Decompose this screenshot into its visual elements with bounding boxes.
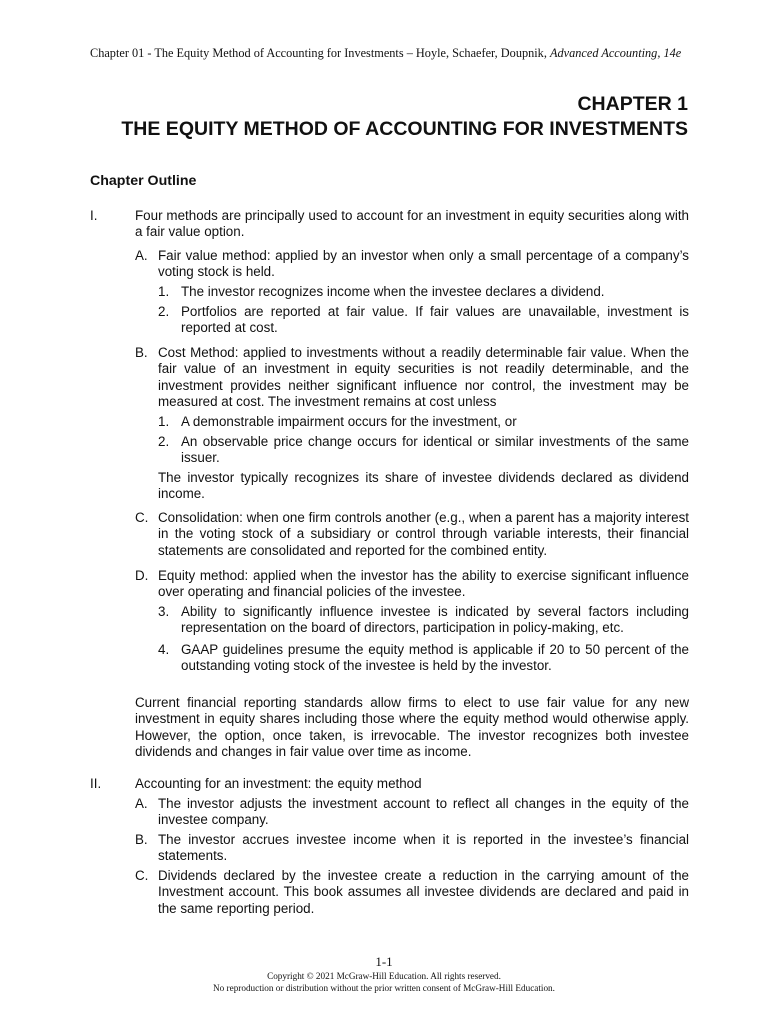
section-1b-item-1-num: 1. (158, 414, 170, 429)
section-1c-text: Consolidation: when one firm controls another (e.g., when a parent has a majority interest in the voting stock of a subsidiary or control through variable interests, their financial statements are consolidated and reported for the combined entity. (158, 510, 689, 558)
section-1d-item-3-num: 3. (158, 604, 170, 619)
section-1a-item-2-text: Portfolios are reported at fair value. If fair values are unavailable, investment is reported at cost. (181, 304, 689, 336)
section-1a-item-1-num: 1. (158, 284, 170, 299)
section-2c-text: Dividends declared by the investee create a reduction in the carrying amount of the Investment account. This book assumes all investee dividends are declared and paid in the same reporting period. (158, 868, 689, 916)
section-1d-label: D. (135, 568, 149, 583)
section-1a-text: Fair value method: applied by an investor when only a small percentage of a company’s voting stock is held. (158, 248, 689, 280)
section-1-text: Four methods are principally used to account for an investment in equity securities along with a fair value option. (135, 208, 689, 240)
section-2a-text: The investor adjusts the investment account to reflect all changes in the equity of the investee company. (158, 796, 689, 828)
section-1c-label: C. (135, 510, 149, 525)
running-header-text: Chapter 01 - The Equity Method of Accounting for Investments – Hoyle, Schaefer, Doupnik, (90, 46, 550, 60)
section-1a-item-2-num: 2. (158, 304, 170, 319)
section-1b-item-1-text: A demonstrable impairment occurs for the investment, or (181, 414, 517, 429)
copyright-notice: Copyright © 2021 McGraw-Hill Education. All rights reserved. (267, 971, 501, 981)
section-2a-label: A. (135, 796, 148, 811)
section-1d-item-4-text: GAAP guidelines presume the equity method is applicable if 20 to 50 percent of the outstanding voting stock of the investee is held by the investor. (181, 642, 689, 674)
page-number: 1-1 (375, 954, 393, 969)
section-1a-label: A. (135, 248, 148, 263)
section-2c-label: C. (135, 868, 149, 883)
section-1d-item-3-text: Ability to significantly influence investee is indicated by several factors including representation on the board of directors, participation in policy-making, etc. (181, 604, 689, 636)
section-2b-label: B. (135, 832, 148, 847)
section-1b-label: B. (135, 345, 148, 360)
section-1a-item-1-text: The investor recognizes income when the investee declares a dividend. (181, 284, 605, 299)
running-header-book: Advanced Accounting, 14e (549, 46, 682, 60)
section-2-numeral: II. (90, 776, 102, 791)
chapter-title: THE EQUITY METHOD OF ACCOUNTING FOR INVESTMENTS (121, 118, 688, 140)
section-1b-item-2-num: 2. (158, 434, 170, 449)
section-1-closing-paragraph: Current financial reporting standards allow firms to elect to use fair value for any new investment in equity shares including those where the equity method would otherwise apply. However, the option, once taken, is irrevocable. The investor recognizes both investee dividends and changes in fair value over time as income. (135, 695, 689, 760)
reproduction-notice: No reproduction or distribution without the prior written consent of McGraw-Hill Education. (213, 983, 555, 993)
running-header (90, 45, 690, 61)
section-1d-text: Equity method: applied when the investor has the ability to exercise significant influence over operating and financial policies of the investee. (158, 568, 689, 600)
chapter-number: CHAPTER 1 (577, 93, 688, 115)
outline-heading: Chapter Outline (90, 173, 197, 189)
section-1b-text: Cost Method: applied to investments without a readily determinable fair value. When the fair value of an investment in equity securities is not readily determinable, and the investment provides neither significant influence nor control, the investment may be measured at cost. The investment remains at cost unless (158, 345, 689, 410)
section-2-text: Accounting for an investment: the equity method (135, 776, 422, 791)
section-1b-note: The investor typically recognizes its share of investee dividends declared as dividend income. (158, 470, 689, 502)
section-2b-text: The investor accrues investee income when it is reported in the investee’s financial statements. (158, 832, 689, 864)
section-1d-item-4-num: 4. (158, 642, 170, 657)
section-1-numeral: I. (90, 208, 98, 223)
section-1b-item-2-text: An observable price change occurs for identical or similar investments of the same issuer. (181, 434, 689, 466)
